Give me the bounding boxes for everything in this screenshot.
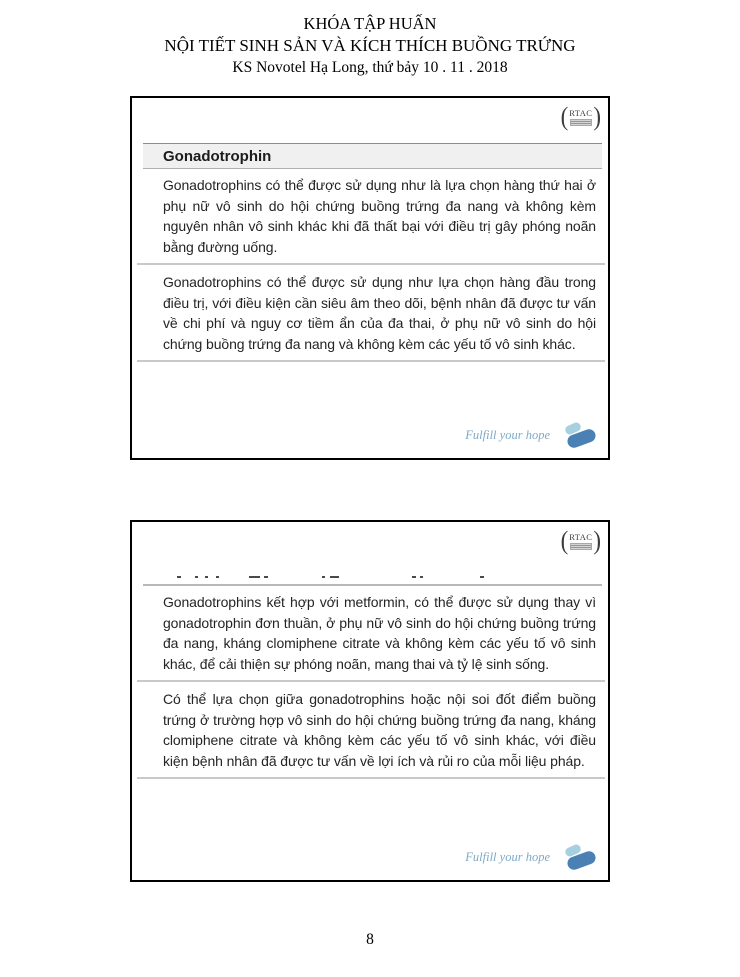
- paragraph: Gonadotrophins kết hợp với metformin, có thể được sử dụng thay vì gonadotrophin đơn thuần, ở phụ nữ vô sinh do hội chứng buồng trứng đa nang, kháng clomiphene citrate và không kèm các yếu tố vô sinh khác, để cải thiện sự phóng noãn, mang thai và tỷ lệ sinh sống.: [163, 594, 596, 672]
- paragraph-divider: [137, 777, 605, 779]
- paragraph: Có thể lựa chọn giữa gonadotrophins hoặc nội soi đốt điểm buồng trứng ở trường hợp vô sinh do hội chứng buồng trứng đa nang, kháng clomiphene citrate và không kèm các yếu tố vô sinh khác, với điều kiện bệnh nhân đã được tư vấn về lợi ích và rủi ro của mỗi liệu pháp.: [163, 691, 596, 769]
- slide-footer: [465, 842, 600, 872]
- rtac-logo-bar: [570, 543, 592, 550]
- tagline-text: Fulfill your hope: [465, 428, 550, 442]
- rtac-paren-right: ): [593, 102, 601, 131]
- paragraph: Gonadotrophins có thể được sử dụng như là lựa chọn hàng thứ hai ở phụ nữ vô sinh do hội chứng buồng trứng đa nang và không kèm nguyên nhân vô sinh khác khi đã thất bại với điều trị gây phóng noãn bằng đường uống.: [163, 177, 596, 255]
- tagline-text: Fulfill your hope: [465, 850, 550, 864]
- rtac-logo: [561, 104, 601, 130]
- paragraph-divider: [137, 680, 605, 682]
- hope-logo-icon: [558, 420, 600, 450]
- page-number: 8: [366, 931, 374, 948]
- header-line-2: NỘI TIẾT SINH SẢN VÀ KÍCH THÍCH BUỒNG TRỨNG: [164, 36, 576, 55]
- header-line-3: KS Novotel Hạ Long, thứ bảy 10 . 11 . 2018: [232, 59, 508, 76]
- slide-heading: Gonadotrophin: [163, 147, 272, 165]
- paragraph-divider: [137, 263, 605, 265]
- rtac-logo-bar: [570, 119, 592, 126]
- rtac-logo-text: RTAC: [569, 107, 593, 118]
- slide-footer: [465, 420, 600, 450]
- rtac-paren-left: (: [560, 102, 569, 131]
- paragraph-divider: [137, 360, 605, 362]
- slide-2-content: [137, 592, 605, 786]
- rtac-logo-text: RTAC: [569, 531, 593, 542]
- hope-logo-icon: [558, 842, 600, 872]
- paragraph: Gonadotrophins có thể được sử dụng như lựa chọn hàng đầu trong điều trị, với điều kiện cần siêu âm theo dõi, bệnh nhân đã được tư vấn về chi phí và nguy cơ tiềm ẩn của đa thai, ở phụ nữ vô sinh do hội chứng buồng trứng đa nang và không kèm các yếu tố vô sinh khác.: [163, 274, 596, 352]
- slide-1: [130, 96, 610, 460]
- cropped-text-fragments: [143, 565, 602, 586]
- document-header: [0, 13, 740, 79]
- rtac-paren-right: ): [593, 526, 601, 555]
- rtac-logo: [561, 528, 601, 554]
- slide-2: [130, 520, 610, 882]
- slide-heading-bar: [143, 143, 602, 169]
- slide-1-content: [137, 175, 605, 369]
- header-line-1: KHÓA TẬP HUẤN: [303, 14, 437, 33]
- rtac-paren-left: (: [560, 526, 569, 555]
